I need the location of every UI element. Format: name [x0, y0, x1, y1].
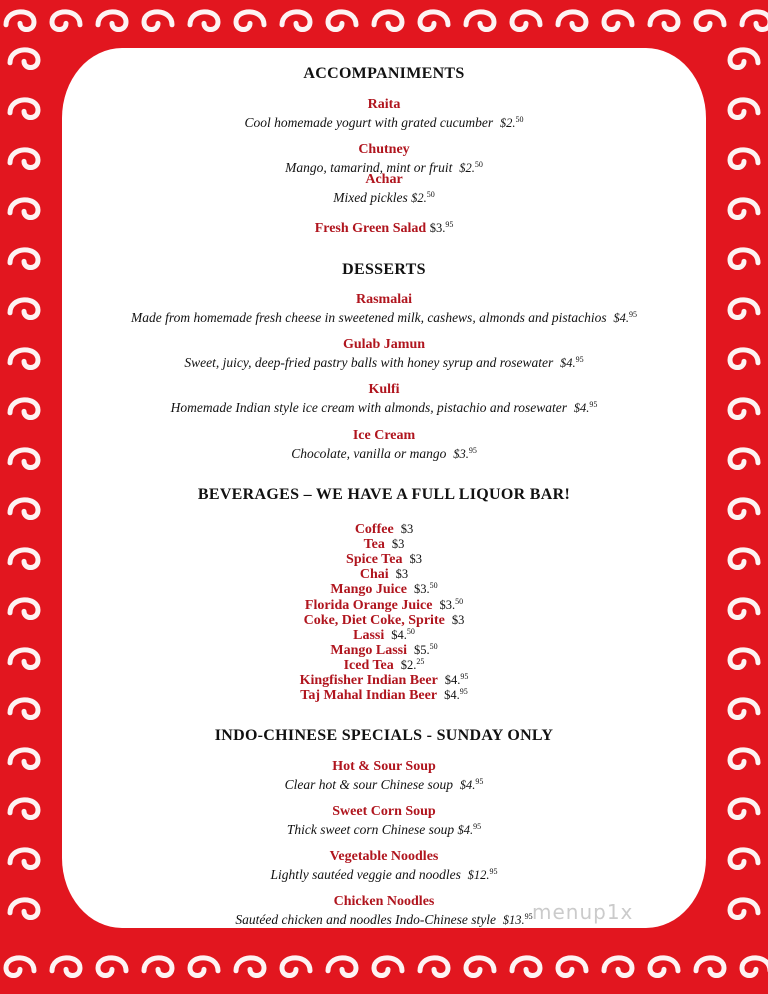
item-desc-chutney: Mango, tamarind, mint or fruit $2.50: [285, 160, 483, 175]
beverage-item: Spice Tea $3: [346, 552, 422, 568]
item-name-hot-sour-soup: Hot & Sour Soup: [332, 759, 436, 774]
item-desc-gulab-jamun: Sweet, juicy, deep-fried pastry balls with honey syrup and rosewater $4.95: [184, 355, 584, 370]
menu-content: [62, 0, 706, 994]
item-name-rasmalai: Rasmalai: [356, 292, 412, 307]
item-desc-sweet-corn-soup: Thick sweet corn Chinese soup $4.95: [286, 822, 482, 837]
item-name-gulab-jamun: Gulab Jamun: [342, 337, 426, 352]
beverage-item: Tea $3: [363, 537, 405, 553]
section-title-indo-chinese: INDO-CHINESE SPECIALS - SUNDAY ONLY: [214, 727, 554, 744]
item-desc-ice-cream: Chocolate, vanilla or mango $3.95: [291, 446, 477, 461]
item-name-sweet-corn-soup: Sweet Corn Soup: [332, 804, 436, 819]
beverage-item: Coffee $3: [354, 522, 414, 537]
watermark: menup1x: [532, 900, 634, 924]
beverage-item: Coke, Diet Coke, Sprite $3: [303, 612, 465, 628]
item-name-fresh-green-salad: Fresh Green Salad $3.95: [314, 220, 454, 236]
section-title-beverages: BEVERAGES – WE HAVE A FULL LIQUOR BAR!: [197, 486, 571, 503]
item-desc-achar: Mixed pickles $2.50: [333, 190, 435, 205]
beverage-item: Iced Tea $2.25: [343, 656, 425, 673]
beverage-item: Taj Mahal Indian Beer $4.95: [300, 687, 468, 704]
item-desc-chicken-noodles: Sautéed chicken and noodles Indo-Chinese style $13.95: [235, 912, 533, 927]
item-name-chicken-noodles: Chicken Noodles: [333, 894, 435, 909]
beverage-item: Mango Juice $3.50: [330, 581, 438, 598]
item-desc-vegetable-noodles: Lightly sautéed veggie and noodles $12.95: [270, 867, 498, 882]
item-desc-hot-sour-soup: Clear hot & sour Chinese soup $4.95: [284, 777, 484, 792]
item-name-raita: Raita: [367, 97, 401, 112]
beverage-item: Lassi $4.50: [353, 626, 415, 643]
beverage-item: Mango Lassi $5.50: [330, 641, 438, 658]
item-name-kulfi: Kulfi: [368, 382, 400, 397]
item-name-achar: Achar: [365, 172, 403, 187]
item-desc-raita: Cool homemade yogurt with grated cucumber $2.50: [244, 115, 524, 130]
item-name-ice-cream: Ice Cream: [352, 428, 416, 443]
section-title-desserts: DESSERTS: [342, 261, 426, 278]
beverage-item: Florida Orange Juice $3.50: [304, 596, 464, 613]
item-desc-kulfi: Homemade Indian style ice cream with almonds, pistachio and rosewater $4.95: [170, 400, 598, 415]
item-name-chutney: Chutney: [358, 142, 410, 157]
item-desc-rasmalai: Made from homemade fresh cheese in sweetened milk, cashews, almonds and pistachios $4.95: [131, 310, 637, 325]
beverage-item: Chai $3: [359, 567, 409, 583]
section-title-accompaniments: ACCOMPANIMENTS: [303, 65, 465, 82]
item-name-vegetable-noodles: Vegetable Noodles: [329, 849, 439, 864]
beverage-item: Kingfisher Indian Beer $4.95: [299, 672, 469, 688]
